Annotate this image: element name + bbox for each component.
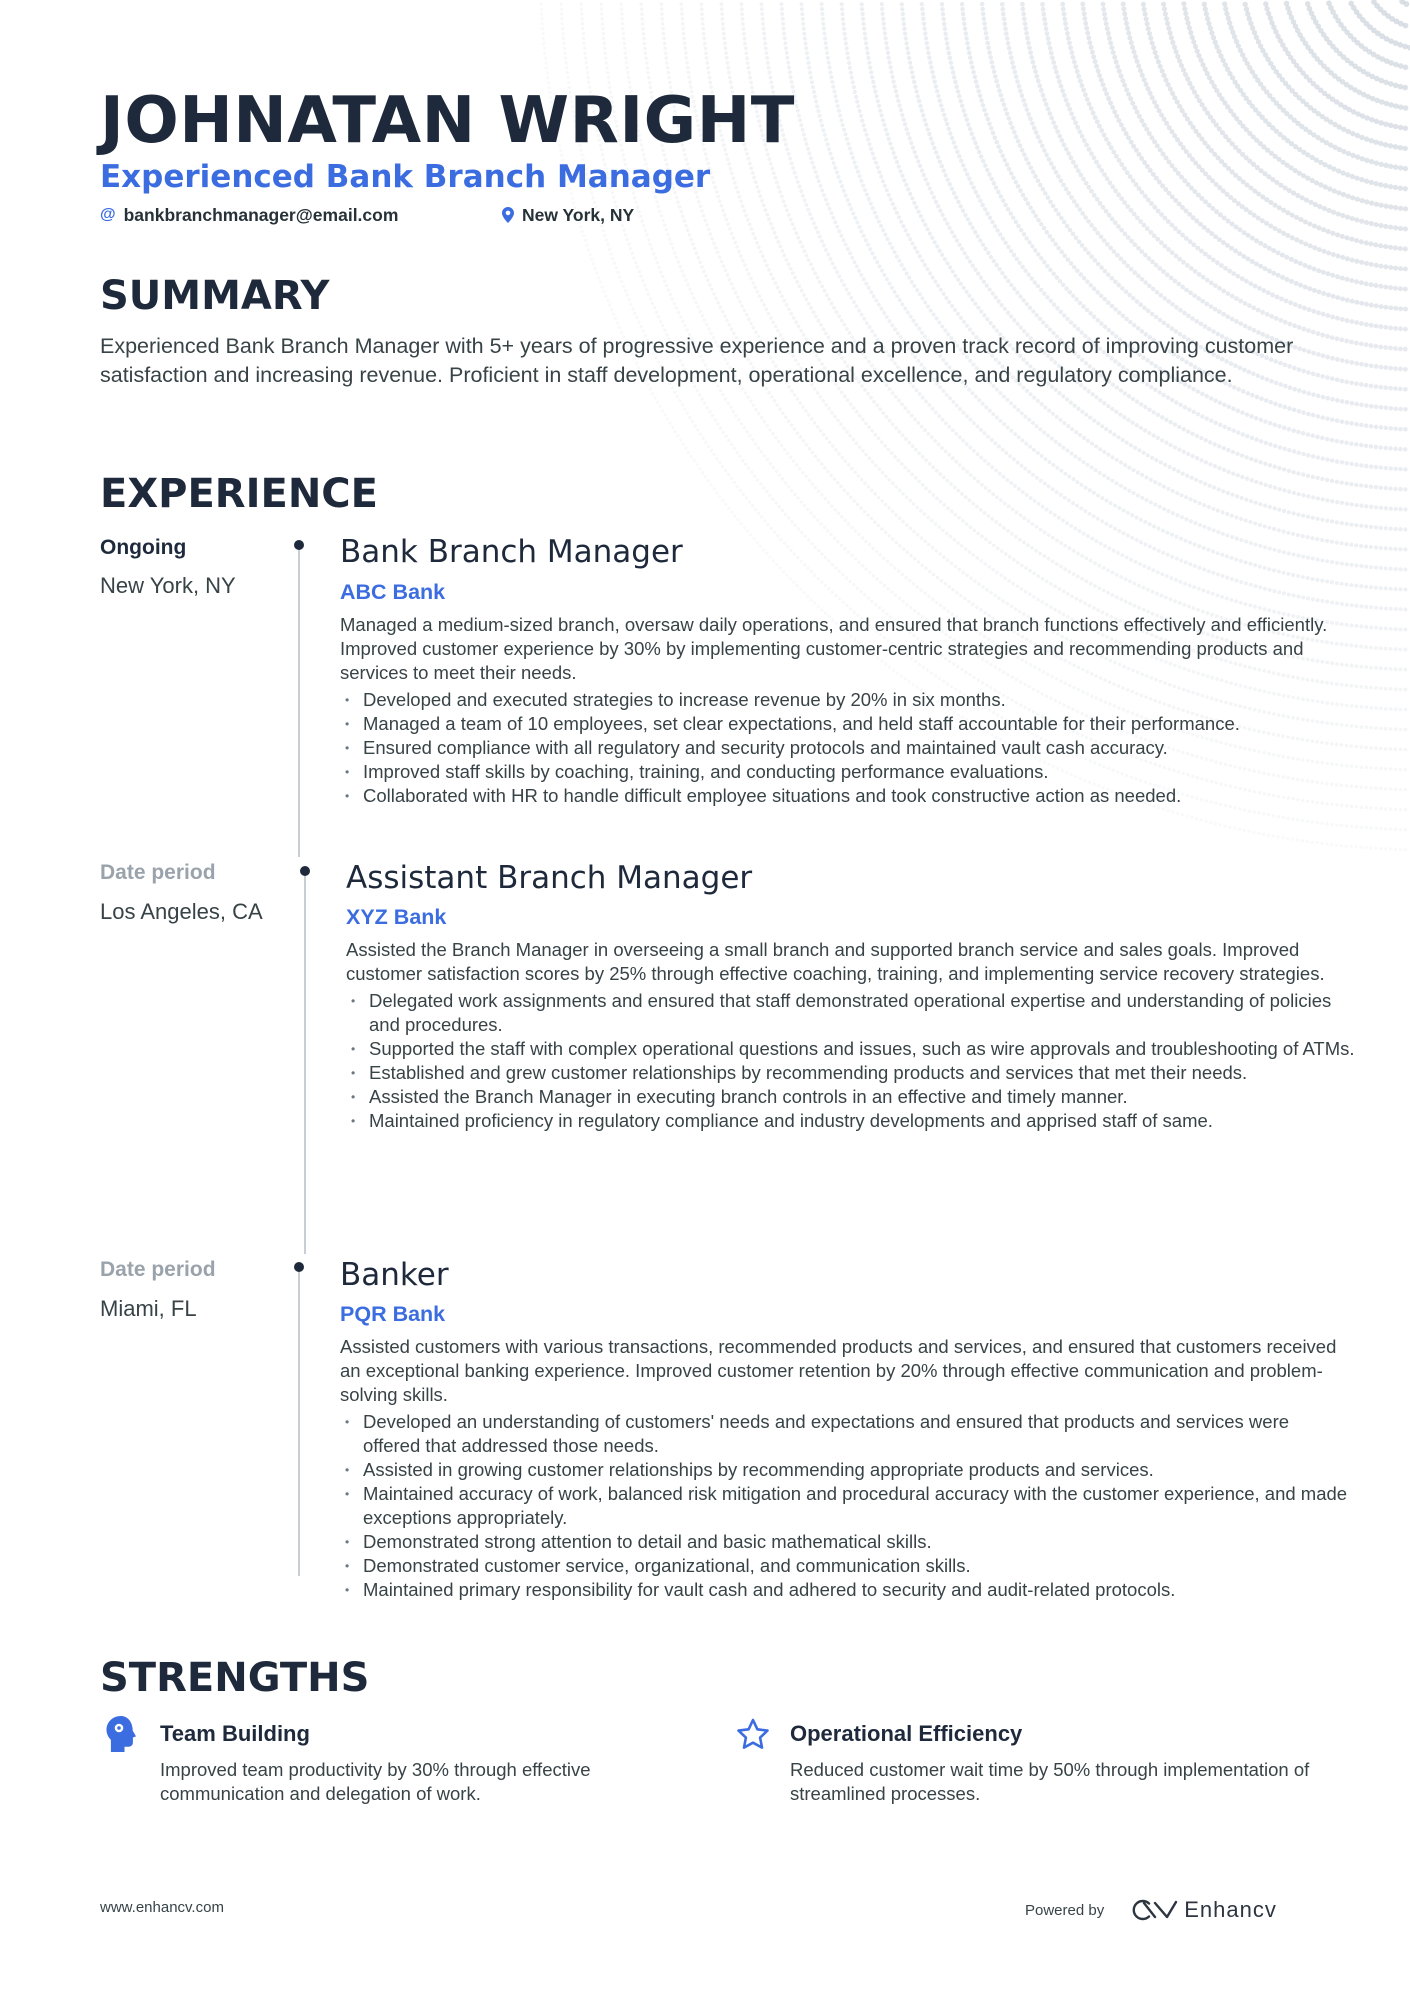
list-item: • Supported the staff with complex operational questions and issues, such as wire approvals and troubleshooting of ATMs. (346, 1037, 1356, 1061)
job-role: Assistant Branch Manager (346, 860, 753, 896)
job-role: Bank Branch Manager (340, 534, 683, 570)
timeline-line (304, 872, 306, 1254)
job-description-block (340, 1335, 1350, 1602)
job-description-block (346, 938, 1356, 1133)
footer-branding (1025, 1897, 1277, 1923)
job-bullets (346, 989, 1356, 1133)
list-item: • Developed an understanding of customers' needs and expectations and ensured that products and services were offered that addressed those needs. (340, 1410, 1350, 1458)
strength-title: Team Building (160, 1721, 310, 1746)
job-location: New York, NY (100, 573, 236, 598)
job-date: Date period (100, 861, 216, 884)
job-description: Assisted customers with various transactions, recommended products and services, and ensured that customers received an exceptional banking experience. Improved customer retention by 20% through effective communication and problem-solving skills. (340, 1336, 1337, 1405)
timeline-line (298, 1268, 300, 1576)
summary-text: Experienced Bank Branch Manager with 5+ years of progressive experience and a proven track record of improving customer satisfaction and increasing revenue. Proficient in staff development, operational excellence, and regulatory compliance. (100, 334, 1294, 387)
list-item: • Demonstrated strong attention to detail and basic mathematical skills. (340, 1530, 1350, 1554)
strengths-heading: STRENGTHS (100, 1655, 370, 1701)
job-role: Banker (340, 1257, 449, 1293)
job-location: Los Angeles, CA (100, 899, 263, 924)
strength-description: Improved team productivity by 30% through effective communication and delegation of work. (160, 1759, 591, 1804)
list-item: • Improved staff skills by coaching, training, and conducting performance evaluations. (340, 760, 1350, 784)
timeline-dot (300, 866, 310, 876)
list-item: • Developed and executed strategies to increase revenue by 20% in six months. (340, 688, 1350, 712)
powered-by-label: Powered by (1025, 1901, 1105, 1919)
email-text: bankbranchmanager@email.com (123, 205, 399, 225)
list-item: • Assisted the Branch Manager in executing branch controls in an effective and timely manner. (346, 1085, 1356, 1109)
experience-heading: EXPERIENCE (100, 471, 378, 517)
at-sign-icon: @ (100, 206, 116, 223)
footer-website-link[interactable]: www.enhancv.com (100, 1899, 224, 1916)
job-location: Miami, FL (100, 1296, 197, 1321)
summary-heading: SUMMARY (100, 273, 330, 319)
list-item: • Managed a team of 10 employees, set clear expectations, and held staff accountable for their performance. (340, 712, 1350, 736)
job-company: ABC Bank (340, 580, 446, 604)
timeline-line (298, 545, 300, 857)
timeline-dot (294, 1262, 304, 1272)
candidate-title: Experienced Bank Branch Manager (100, 159, 711, 195)
job-date: Date period (100, 1258, 216, 1281)
job-description-block (340, 613, 1350, 808)
location-pin-icon (502, 207, 514, 223)
timeline-dot (294, 540, 304, 550)
list-item: • Established and grew customer relationships by recommending products and services that met their needs. (346, 1061, 1356, 1085)
list-item: • Maintained accuracy of work, balanced risk mitigation and procedural accuracy with the customer experience, and made exceptions appropriately. (340, 1482, 1350, 1530)
job-date: Ongoing (100, 536, 187, 559)
head-icon (104, 1714, 138, 1759)
strength-title: Operational Efficiency (790, 1721, 1023, 1746)
job-bullets (340, 1410, 1350, 1602)
star-icon (735, 1717, 771, 1758)
contact-location (502, 203, 634, 227)
strength-description: Reduced customer wait time by 50% through implementation of streamlined processes. (790, 1759, 1310, 1804)
list-item: • Delegated work assignments and ensured that staff demonstrated operational expertise and understanding of policies and procedures. (346, 989, 1356, 1037)
list-item: • Ensured compliance with all regulatory and security protocols and maintained vault cash accuracy. (340, 736, 1350, 760)
contact-email[interactable] (100, 203, 398, 227)
location-text: New York, NY (522, 205, 635, 225)
list-item: • Maintained proficiency in regulatory compliance and industry developments and apprised staff of same. (346, 1109, 1356, 1133)
enhancv-logo[interactable] (1130, 1897, 1277, 1923)
job-description: Managed a medium-sized branch, oversaw daily operations, and ensured that branch functions effectively and efficiently. Improved customer experience by 30% by implementing customer-centric strategies and recommending products and services to meet their needs. (340, 614, 1328, 683)
job-company: PQR Bank (340, 1302, 446, 1326)
list-item: • Maintained primary responsibility for vault cash and adhered to security and audit-related protocols. (340, 1578, 1350, 1602)
candidate-name: JOHNATAN WRIGHT (100, 84, 795, 158)
job-description: Assisted the Branch Manager in overseeing a small branch and supported branch service and sales goals. Improved customer satisfaction scores by 25% through effective coaching, training, and implementing service recovery strategies. (346, 939, 1325, 984)
job-bullets (340, 688, 1350, 808)
job-company: XYZ Bank (346, 905, 447, 929)
list-item: • Demonstrated customer service, organizational, and communication skills. (340, 1554, 1350, 1578)
enhancv-logo-icon (1130, 1898, 1178, 1922)
list-item: • Collaborated with HR to handle difficult employee situations and took constructive action as needed. (340, 784, 1350, 808)
list-item: • Assisted in growing customer relationships by recommending appropriate products and services. (340, 1458, 1350, 1482)
brand-name: Enhancv (1184, 1897, 1277, 1922)
